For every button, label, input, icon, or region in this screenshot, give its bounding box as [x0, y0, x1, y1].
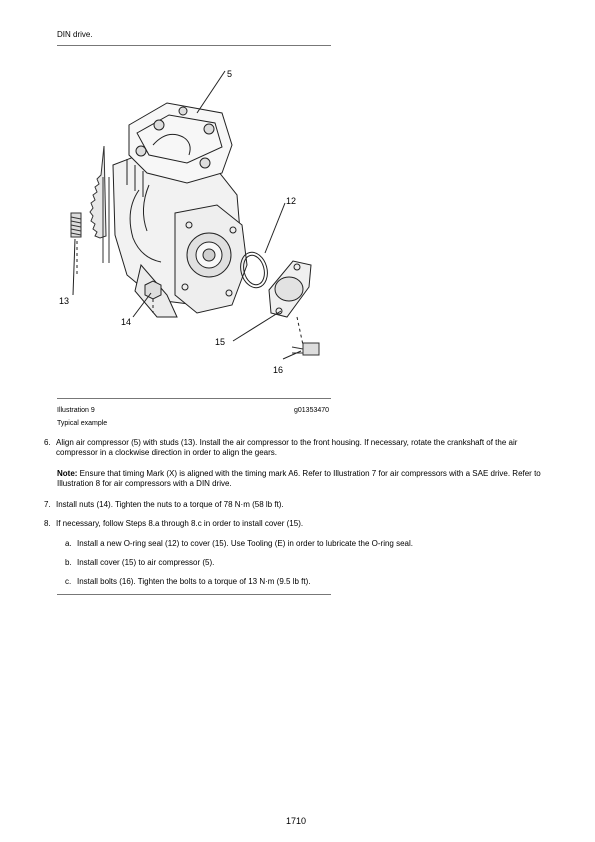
intro-text: DIN drive. [57, 30, 93, 39]
callout-15: 15 [215, 337, 226, 347]
callout-12: 12 [286, 196, 297, 206]
note-label: Note: [57, 469, 78, 478]
step-8b [65, 558, 545, 570]
substep-letter: b. [65, 558, 72, 567]
substep-text: Install bolts (16). Tighten the bolts to a torque of 13 N·m (9.5 lb ft). [77, 577, 311, 586]
divider-bottom [57, 594, 331, 595]
step-number: 6. [44, 438, 51, 447]
step-number: 8. [44, 519, 51, 528]
substep-text: Install cover (15) to air compressor (5). [77, 558, 215, 567]
page-number: 1710 [286, 816, 307, 826]
drive-gear [90, 146, 109, 263]
image-code: g01353470 [294, 407, 330, 414]
step-text: Align air compressor (5) with studs (13). Install the air compressor to the front housing. If necessary, rotate the crankshaft of the air compressor in a clockwise direction in order to align the gears. [56, 438, 518, 457]
note [57, 469, 549, 489]
callout-16: 16 [273, 365, 284, 375]
callout-13: 13 [59, 296, 70, 306]
cylinder-head [129, 103, 232, 183]
figure-caption: Typical example [57, 420, 108, 427]
substep-letter: a. [65, 539, 72, 548]
nut [145, 281, 161, 299]
step-text: If necessary, follow Steps 8.a through 8.c in order to install cover (15). [56, 519, 304, 528]
step-8c [65, 577, 545, 589]
air-compressor-illustration [57, 55, 347, 385]
callout-5: 5 [227, 69, 233, 79]
step-8a [65, 539, 545, 551]
callout-14: 14 [121, 317, 132, 327]
step-text: Install nuts (14). Tighten the nuts to a torque of 78 N·m (58 lb ft). [56, 500, 284, 509]
illustration-label: Illustration 9 [57, 407, 95, 414]
step-6 [44, 438, 549, 460]
substep-letter: c. [65, 577, 72, 586]
divider-figure [57, 398, 331, 399]
divider-top [57, 45, 331, 46]
note-text: Ensure that timing Mark (X) is aligned with the timing mark A6. Refer to Illustration 7 for air compressors with a SAE drive. Refer to Illustration 8 for air compressors with a DIN drive. [57, 469, 541, 488]
step-7 [44, 500, 549, 512]
substep-text: Install a new O-ring seal (12) to cover (15). Use Tooling (E) in order to lubricate the O-ring seal. [77, 539, 413, 548]
step-number: 7. [44, 500, 51, 509]
stud [71, 213, 81, 237]
step-8 [44, 519, 549, 531]
